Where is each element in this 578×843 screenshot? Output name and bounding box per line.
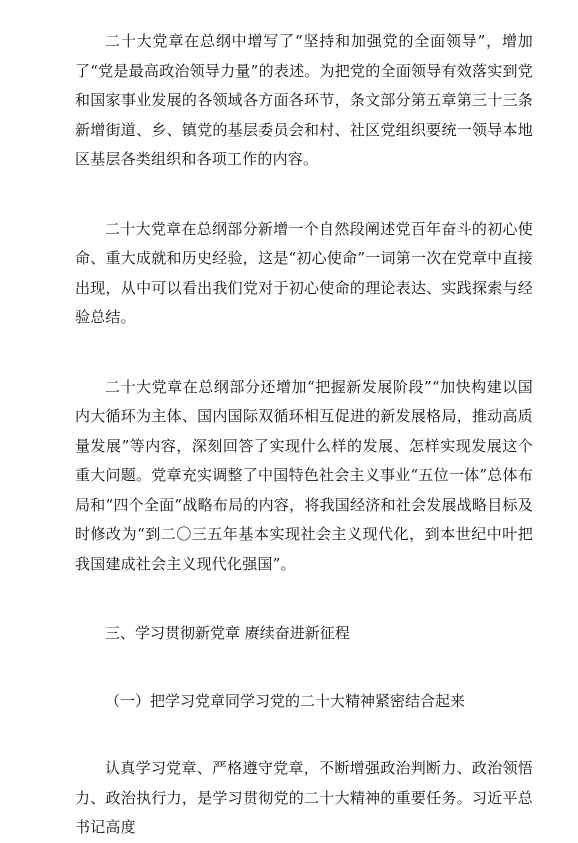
paragraph-study-party-constitution: 认真学习党章、严格遵守党章，不断增强政治判断力、政治领悟力、政治执行力，是学习贯彻党的二十大精神的重要任务。习近平总书记高度 (75, 759, 533, 836)
paragraph-spacer (75, 649, 533, 687)
paragraph-original-mission: 二十大党章在总纲部分新增一个自然段阐述党百年奋斗的初心使命、重大成就和历史经验，这是“初心使命”一词第一次在党章中直接出现，从中可以看出我们党对于初心使命的理论表达、实践探索与经验总结。 (75, 219, 533, 326)
paragraph-spacer (75, 716, 533, 754)
paragraph-spacer (75, 579, 533, 619)
paragraph-spacer (75, 175, 533, 215)
paragraph-leadership: 二十大党章在总纲中增写了“坚持和加强党的全面领导”，增加了“党是最高政治领导力量”的表述。为把党的全面领导有效落实到党和国家事业发展的各领域各方面各环节，条文部分第五章第三十三条新增街道、乡、镇党的基层委员会和村、社区党组织要统一领导本地区基层各类组织和各项工作的内容。 (75, 32, 533, 168)
paragraph-new-development: 二十大党章在总纲部分还增加“把握新发展阶段”“加快构建以国内大循环为主体、国内国际双循环相互促进的新发展格局，推动高质量发展”等内容，深刻回答了实现什么样的发展、怎样实现发展这个重大问题。党章充实调整了中国特色社会主义事业“五位一体”总体布局和“四个全面”战略布局的内容，将我国经济和社会发展战略目标及时修改为“到二〇三五年基本实现社会主义现代化，到本世纪中叶把我国建成社会主义现代化强国”。 (75, 377, 533, 573)
paragraph-spacer (75, 333, 533, 373)
section-heading: 三、学习贯彻新党章 赓续奋进新征程 (105, 624, 350, 642)
subsection-heading: （一）把学习党章同学习党的二十大精神紧密结合起来 (105, 691, 466, 710)
